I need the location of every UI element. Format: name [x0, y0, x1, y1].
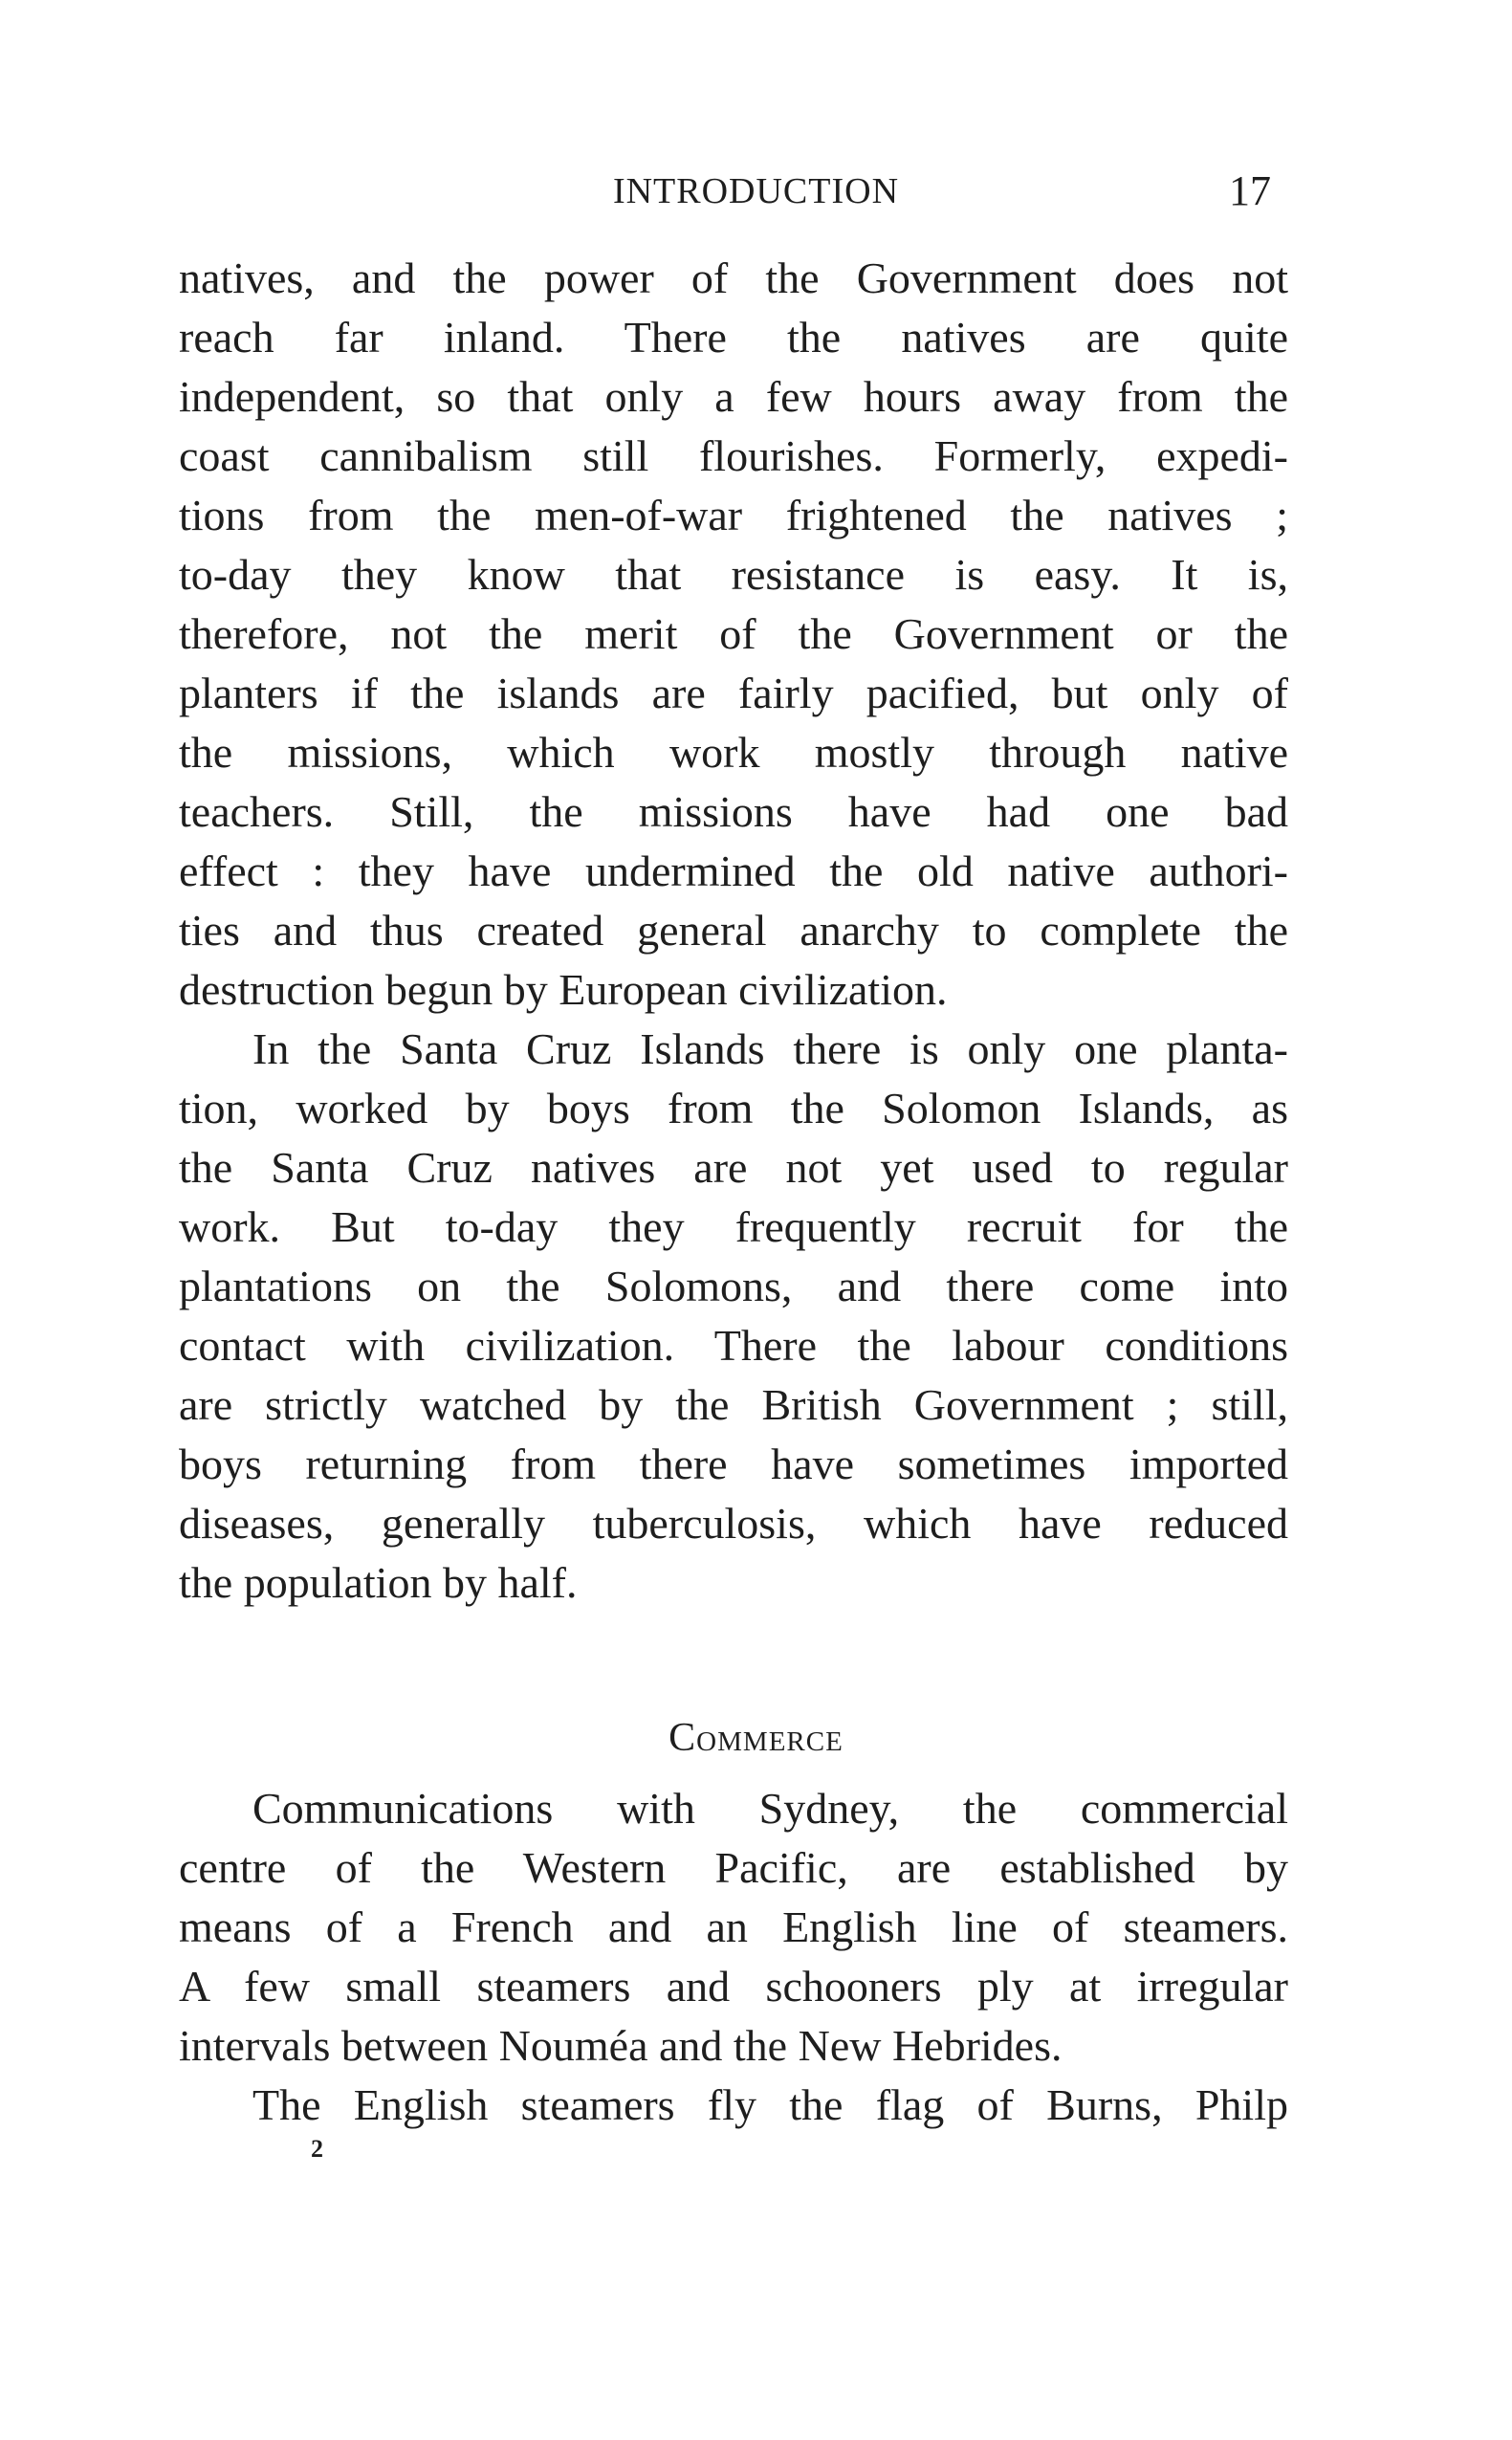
- running-title: INTRODUCTION: [612, 171, 900, 211]
- text-line: Communications with Sydney, the commercial: [252, 1784, 1288, 1833]
- text-line: diseases, generally tuberculosis, which have reduced: [179, 1499, 1288, 1548]
- text-line: means of a French and an English line of steamers.: [179, 1902, 1288, 1951]
- text-line: independent, so that only a few hours away from the: [179, 372, 1288, 421]
- text-line: ties and thus created general anarchy to complete the: [179, 906, 1288, 955]
- text-line: contact with civilization. There the labour conditions: [179, 1321, 1288, 1370]
- text-line: plantations on the Solomons, and there come into: [179, 1262, 1288, 1310]
- text-line: teachers. Still, the missions have had one bad: [179, 787, 1288, 836]
- text-line: A few small steamers and schooners ply at irregular: [179, 1962, 1288, 2011]
- text-line: coast cannibalism still flourishes. Formerly, expedi-: [179, 431, 1288, 480]
- text-line: to-day they know that resistance is easy. It is,: [179, 550, 1288, 599]
- text-line: tions from the men-of-war frightened the natives ;: [179, 491, 1288, 539]
- text-line: The English steamers fly the flag of Burns, Philp: [252, 2080, 1288, 2129]
- text-line: the population by half.: [179, 1558, 578, 1607]
- text-line: work. But to-day they frequently recruit for the: [179, 1202, 1288, 1251]
- text-line: boys returning from there have sometimes imported: [179, 1440, 1288, 1488]
- text-line: destruction begun by European civilization.: [179, 965, 948, 1014]
- text-line: intervals between Nouméa and the New Hebrides.: [179, 2021, 1063, 2070]
- page-number: 17: [1229, 167, 1271, 214]
- text-line: planters if the islands are fairly pacified, but only of: [179, 669, 1288, 717]
- text-line: therefore, not the merit of the Government or the: [179, 609, 1288, 658]
- text-line: the Santa Cruz natives are not yet used to regular: [179, 1143, 1288, 1192]
- running-head: [0, 163, 1512, 220]
- text-line: centre of the Western Pacific, are established by: [179, 1843, 1288, 1892]
- text-line: are strictly watched by the British Government ; still,: [179, 1380, 1288, 1429]
- text-line: effect : they have undermined the old native authori-: [179, 846, 1288, 895]
- text-line: the missions, which work mostly through native: [179, 728, 1288, 777]
- text-line: In the Santa Cruz Islands there is only one planta-: [252, 1024, 1288, 1073]
- text-line: tion, worked by boys from the Solomon Islands, as: [179, 1084, 1288, 1132]
- text-line: reach far inland. There the natives are quite: [179, 313, 1288, 362]
- text-line: natives, and the power of the Government does not: [179, 253, 1288, 302]
- signature-mark: 2: [311, 2135, 323, 2163]
- section-heading: Commerce: [668, 1716, 844, 1760]
